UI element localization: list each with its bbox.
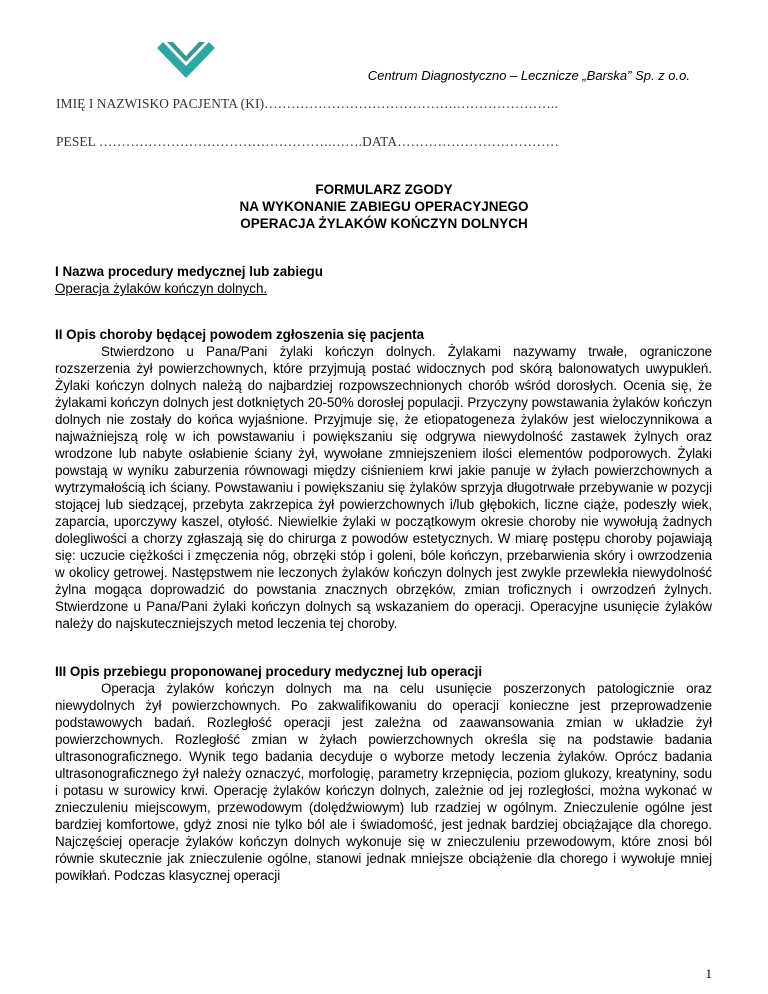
section-3-heading: III Opis przebiegu proponowanej procedury medycznej lub operacji — [55, 664, 483, 679]
section-2-heading: II Opis choroby będącej powodem zgłoszenia się pacjenta — [55, 327, 425, 342]
section-2-text: Stwierdzono u Pana/Pani żylaki kończyn dolnych. Żylakami nazywamy trwałe, ograniczone rozszerzenia żył powierzchownych, które przyjmują postać widocznych pod skórą balonowatych uwypukleń. Żylaki kończyn dolnych należą do najbardziej rozpowszechnionych chorób wśród dorosłych. Ocenia się, że żylakami kończyn dolnych jest dotkniętych 20-50% dorosłej populacji. Przyczyny powstawania żylaków kończyn dolnych nie zostały do końca wyjaśnione. Przyjmuje się, że etiopatogeneza żylaków jest wieloczynnikowa a najważniejszą rolę w ich powstawaniu i powiększaniu się odgrywa niewydolność zastawek żylnych oraz wrodzone lub nabyte osłabienie ściany żył, wywołane zmniejszeniem ilości elementów podporowych. Żylaki powstają w wyniku zaburzenia równowagi między ciśnieniem krwi jakie panuje w żyłach powierzchownych a wytrzymałością ich ściany. Powstawaniu i powiększaniu się żylaków sprzyja długotrwałe przebywanie w pozycji stojącej lub siedzącej, przebyta zakrzepica żył powierzchownych i/lub głębokich, liczne ciąże, podeszły wiek, zaparcia, uporczywy kaszel, otyłość. Niewielkie żylaki w początkowym okresie choroby nie wywołują żadnych dolegliwości a chorzy zgłaszają się do chirurga z powodów estetycznych. W miarę postępu choroby pojawiają się: uczucie ciężkości i zmęczenia nóg, obrzęki stóp i goleni, bóle kończyn, przebarwienia skóry i owrzodzenia w okolicy getrowej. Następstwem nie leczonych żylaków kończyn dolnych jest zwykle przewlekła niewydolność żylna mogąca doprowadzić do powstania znacznych obrzęków, zmian troficznych i owrzodzeń żylnych. Stwierdzone u Pana/Pani żylaki kończyn dolnych są wskazaniem do operacji. Operacyjne usunięcie żylaków należy do najskuteczniejszych metod leczenia tej choroby. — [55, 344, 712, 631]
section-3-text: Operacja żylaków kończyn dolnych ma na celu usunięcie poszerzonych patologicznie oraz niewydolnych żył powierzchownych. Po zakwalifikowaniu do operacji konieczne jest przeprowadzenie podstawowych badań. Rozległość operacji jest zależna od zaawansowania zmian w układzie żył powierzchownych. Rozległość zmian w żyłach powierzchownych określa się na podstawie badania ultrasonograficznego. Wynik tego badania decyduje o wyborze metody leczenia żylaków. Oprócz badania ultrasonograficznego żył należy oznaczyć, morfologię, parametry krzepnięcia, poziom glukozy, kreatyniny, sodu i potasu w surowicy krwi. Operację żylaków kończyn dolnych, zależnie od jej rozległości, można wykonać w znieczuleniu miejscowym, przewodowym (dolędźwiowym) lub rzadziej w ogólnym. Znieczulenie ogólne jest bardziej komfortowe, gdyż znosi nie tylko ból ale i świadomość, jest jednak bardziej obciążające dla chorego. Najczęściej operacje żylaków kończyn dolnych wykonuje się w znieczuleniu przewodowym, które znosi ból równie skutecznie jak znieczulenie ogólne, stanowi jednak mniejsze obciążenie dla chorego i wywołuje mniej powikłań. Podczas klasycznej operacji — [55, 681, 712, 883]
title-line-3: OPERACJA ŻYLAKÓW KOŃCZYN DOLNYCH — [240, 216, 528, 231]
title-line-2: NA WYKONANIE ZABIEGU OPERACYJNEGO — [239, 199, 529, 214]
procedure-name-value: Operacja żylaków kończyn dolnych. — [55, 281, 268, 296]
patient-name-field: IMIĘ I NAZWISKO PACJENTA (KI)…………………………………….………………….. — [56, 96, 558, 111]
pesel-date-field: PESEL …………………………………………….…….DATA……………………………… — [56, 134, 560, 149]
section-procedure-description — [55, 663, 712, 884]
section-1-heading: I Nazwa procedury medycznej lub zabiegu — [55, 264, 323, 279]
section-procedure-name — [55, 263, 712, 297]
form-title — [0, 181, 768, 232]
title-line-1: FORMULARZ ZGODY — [315, 182, 453, 197]
company-name: Centrum Diagnostyczno – Lecznicze „Barska” Sp. z o.o. — [367, 68, 690, 83]
section-disease-description — [55, 326, 712, 632]
page-number: 1 — [705, 966, 712, 981]
